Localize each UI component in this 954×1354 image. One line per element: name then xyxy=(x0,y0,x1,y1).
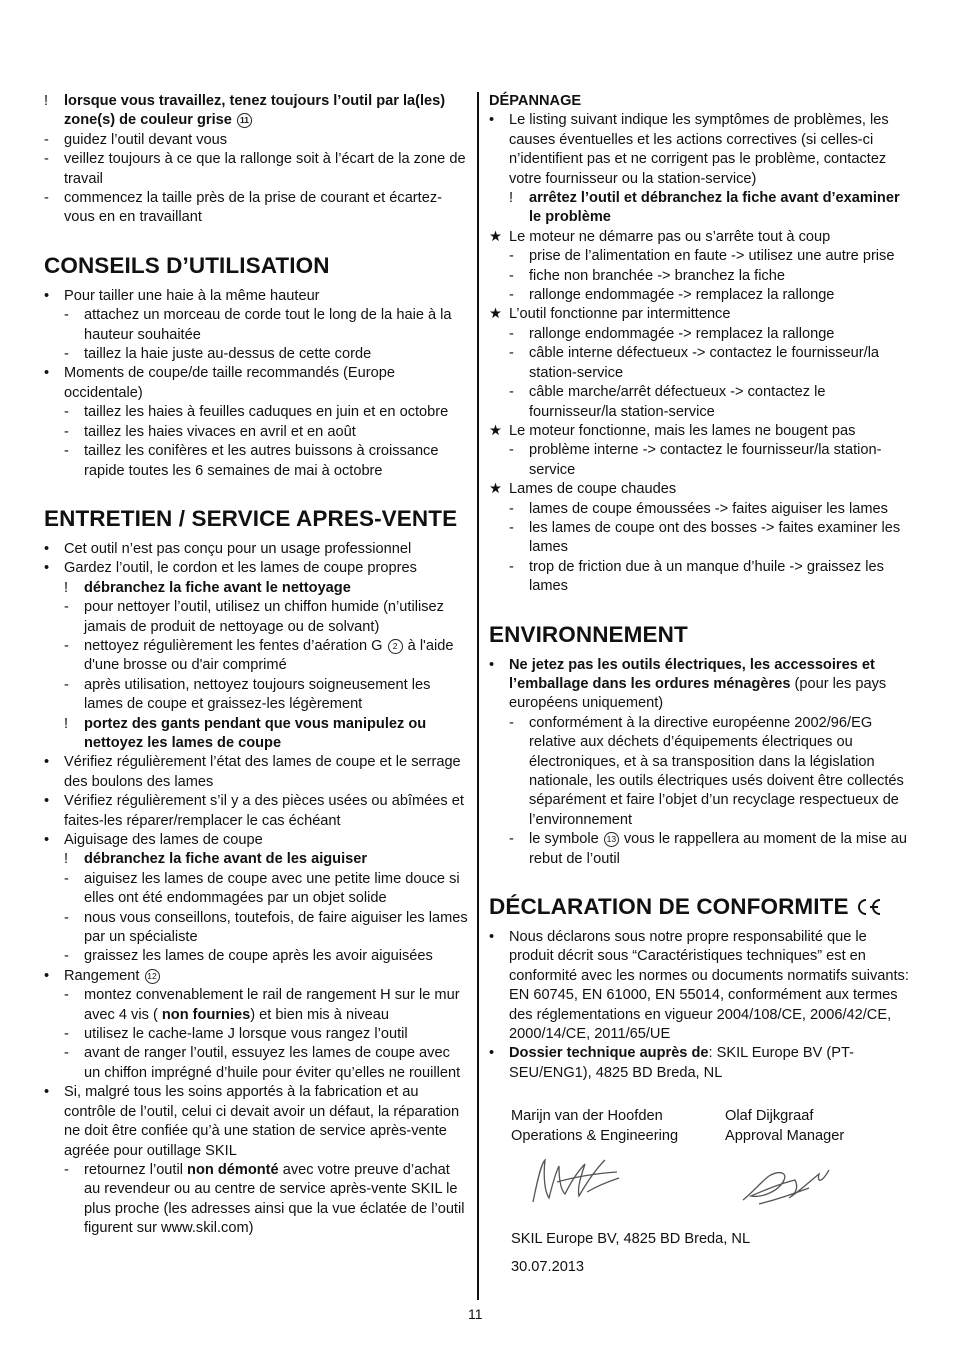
section-heading-entretien: ENTRETIEN / SERVICE APRES-VENTE xyxy=(44,505,458,531)
page-number: 11 xyxy=(468,1306,483,1322)
bullet-marker: - xyxy=(509,287,514,304)
list-item xyxy=(489,480,911,499)
bullet-marker: - xyxy=(64,443,69,460)
bullet-marker: - xyxy=(64,404,69,421)
bullet-marker: • xyxy=(44,540,50,557)
item-text: Vérifiez régulièrement l’état des lames de coupe et le serrage des boulons des lames xyxy=(64,754,461,790)
bullet-marker: - xyxy=(509,831,514,848)
item-text: guidez l’outil devant vous xyxy=(64,131,228,148)
depannage-list xyxy=(489,111,911,596)
list-item xyxy=(489,422,911,441)
section-heading-environnement: ENVIRONNEMENT xyxy=(489,621,688,647)
list-item xyxy=(44,1161,468,1239)
item-text: lorsque vous travaillez, tenez toujours l’outil par la(les) zone(s) de couleur grise 11 xyxy=(64,93,446,129)
bullet-marker: - xyxy=(64,599,69,616)
list-item xyxy=(44,715,468,754)
signatories xyxy=(511,1107,911,1146)
list-item xyxy=(489,714,911,830)
bullet-marker: ★ xyxy=(489,481,503,498)
list-item xyxy=(489,189,911,228)
signature-2-image xyxy=(739,1160,835,1210)
figure-ref-icon: 11 xyxy=(237,113,252,128)
declaration-list xyxy=(489,928,911,1083)
bullet-marker: - xyxy=(44,190,49,207)
section-heading-conseils: CONSEILS D’UTILISATION xyxy=(44,252,330,278)
item-text: après utilisation, nettoyez toujours soigneusement les lames de coupe et graissez-les légèrement xyxy=(84,676,431,713)
right-column xyxy=(489,92,911,1285)
list-item xyxy=(44,559,468,578)
item-text: arrêtez l’outil et débranchez la fiche avant d’examiner le problème xyxy=(529,190,900,226)
bullet-marker: - xyxy=(64,1026,69,1043)
item-text: pour nettoyer l’outil, utilisez un chiffon humide (n’utilisez jamais de produit de nettoyage ou de solvant) xyxy=(84,599,444,635)
item-text: taillez les haies vivaces en avril et en août xyxy=(84,423,356,440)
list-item xyxy=(44,753,468,792)
entretien-list xyxy=(44,540,468,1239)
company-address: SKIL Europe BV, 4825 BD Breda, NL xyxy=(511,1231,751,1248)
list-item xyxy=(44,540,468,559)
item-text: veillez toujours à ce que la rallonge soit à l’écart de la zone de travail xyxy=(64,151,466,187)
list-item xyxy=(489,1044,911,1083)
list-item xyxy=(489,500,911,519)
section-heading-depannage: DÉPANNAGE xyxy=(489,93,582,109)
item-text: Pour tailler une haie à la même hauteur xyxy=(64,287,320,304)
bullet-marker: • xyxy=(489,112,495,129)
item-text: débranchez la fiche avant le nettoyage xyxy=(84,579,351,596)
bullet-marker: - xyxy=(64,1045,69,1062)
section-heading-declaration xyxy=(489,894,911,920)
list-item xyxy=(44,1083,468,1161)
item-text: Le moteur ne démarre pas ou s’arrête tout à coup xyxy=(509,228,831,245)
bullet-marker: • xyxy=(44,793,50,810)
list-item xyxy=(44,598,468,637)
bullet-marker: • xyxy=(44,832,50,848)
bullet-marker: ★ xyxy=(489,422,503,439)
item-text: Aiguisage des lames de coupe xyxy=(64,832,263,848)
item-text: Le moteur fonctionne, mais les lames ne bougent pas xyxy=(509,422,856,439)
list-item xyxy=(44,792,468,831)
item-text: Rangement 12 xyxy=(64,968,161,984)
item-text: portez des gants pendant que vous manipulez ou nettoyez les lames de coupe xyxy=(84,715,427,751)
bullet-marker: - xyxy=(64,870,69,887)
list-item xyxy=(44,306,468,345)
item-text: taillez les conifères et les autres buissons à croissance rapide toutes les 6 semaines de mai à octobre xyxy=(84,443,439,479)
item-text: attachez un morceau de corde tout le long de la haie à la hauteur souhaitée xyxy=(84,307,452,343)
bullet-marker: ! xyxy=(64,579,69,596)
list-item xyxy=(44,423,468,442)
item-text: avant de ranger l’outil, essuyez les lames de coupe avec un chiffon imprégné d’huile pour éviter qu’elles ne rouillent xyxy=(84,1045,461,1081)
list-item xyxy=(489,656,911,714)
item-text: débranchez la fiche avant de les aiguiser xyxy=(84,851,368,868)
list-item xyxy=(44,831,468,850)
bullet-marker: ! xyxy=(44,93,49,109)
item-text: Cet outil n’est pas conçu pour un usage professionnel xyxy=(64,540,412,557)
list-item xyxy=(44,287,468,306)
list-item xyxy=(489,325,911,344)
bullet-marker: - xyxy=(64,676,69,693)
signatory-name: Marijn van der Hoofden xyxy=(511,1108,663,1125)
bullet-marker: • xyxy=(489,656,495,673)
item-bold-text: Dossier technique auprès de xyxy=(509,1045,709,1062)
signatory-1 xyxy=(511,1107,725,1146)
bullet-marker: ★ xyxy=(489,306,503,323)
item-text: commencez la taille près de la prise de courant et écartez-vous en en travaillant xyxy=(64,190,442,226)
environnement-list xyxy=(489,656,911,869)
item-text: nettoyez régulièrement les fentes d’aération G 2 à l'aide d'une brosse ou d'air comprimé xyxy=(84,637,454,674)
bullet-marker: - xyxy=(64,909,69,926)
list-item xyxy=(44,947,468,966)
list-item xyxy=(489,928,911,1044)
list-item xyxy=(44,1044,468,1083)
column-divider xyxy=(477,92,479,1300)
item-text: Le listing suivant indique les symptômes de problèmes, les causes éventuelles et les actions correctives (si celles-ci n’identifient pas et ne corrigent pas le problème, contactez votre fournisseur ou la station-service) xyxy=(509,112,889,187)
list-item xyxy=(44,986,468,1025)
list-item xyxy=(489,519,911,558)
item-text: Lames de coupe chaudes xyxy=(509,481,677,498)
list-item xyxy=(489,267,911,286)
list-item xyxy=(44,909,468,948)
signatory-2 xyxy=(725,1107,844,1146)
bullet-marker: - xyxy=(509,442,514,459)
item-text: L’outil fonctionne par intermittence xyxy=(509,306,731,323)
list-item xyxy=(489,558,911,597)
bullet-marker: - xyxy=(64,948,69,965)
bullet-marker: ★ xyxy=(489,228,503,245)
bullet-marker: - xyxy=(64,1161,69,1178)
list-item xyxy=(44,92,468,131)
item-text: conformément à la directive européenne 2002/96/EG relative aux déchets d’équipements électriques ou électroniques, et à sa transposition dans la législation nationale, les outils électriques usés doivent être collectés séparément et faire l’objet d’un recyclage respectueux de l’environnement xyxy=(529,714,904,828)
list-item xyxy=(44,967,468,986)
bullet-marker: ! xyxy=(509,190,514,207)
bullet-marker: • xyxy=(44,287,50,304)
conseils-list xyxy=(44,287,468,481)
list-item xyxy=(489,383,911,422)
bullet-marker: - xyxy=(64,987,69,1004)
list-item xyxy=(44,850,468,869)
signatures xyxy=(511,1146,911,1222)
item-text: Nous déclarons sous notre propre responsabilité que le produit décrit sous “Caractéristiques techniques” est en conformité avec les normes ou documents normatifs suivants: EN 60745, EN 61000, EN 55014, conformément aux termes des réglementations en vigueur 2004/108/CE, 2006/42/CE, 2000/14/CE, 2011/65/UE xyxy=(509,929,909,1043)
list-item xyxy=(44,637,468,676)
item-text: trop de friction due à un manque d’huile -> graissez les lames xyxy=(529,558,884,595)
bullet-marker: - xyxy=(509,500,514,517)
bullet-marker: - xyxy=(509,267,514,284)
item-bold-text: Ne jetez pas les outils électriques, les accessoires et l’emballage dans les ordures ménagères xyxy=(509,656,875,692)
declaration-footer xyxy=(511,1230,911,1277)
item-text: problème interne -> contactez le fournisseur/la station-service xyxy=(529,442,882,478)
item-text: Moments de coupe/de taille recommandés (Europe occidentale) xyxy=(64,365,395,401)
bullet-marker: - xyxy=(64,307,69,324)
bullet-marker: - xyxy=(509,714,514,731)
item-text: Vérifiez régulièrement s’il y a des pièces usées ou abîmées et faites-les réparer/remplacer le cas échéant xyxy=(64,793,464,829)
intro-list xyxy=(44,92,468,228)
list-item xyxy=(44,579,468,598)
signatory-title: Operations & Engineering xyxy=(511,1127,679,1144)
item-text: retournez l’outil non démonté avec votre preuve d’achat au revendeur ou au centre de service après-vente SKIL le plus proche (les adresses ainsi que la vue éclatée de l’outil figurent sur www.skil.com) xyxy=(84,1161,465,1237)
bullet-marker: - xyxy=(44,151,49,168)
bullet-marker: - xyxy=(509,519,514,536)
list-item xyxy=(489,228,911,247)
item-text: prise de l’alimentation en faute -> utilisez une autre prise xyxy=(529,248,895,265)
item-text: fiche non branchée -> branchez la fiche xyxy=(529,267,785,284)
bullet-marker: ! xyxy=(64,715,69,732)
item-text: Si, malgré tous les soins apportés à la fabrication et au contrôle de l’outil, celui ci devait avoir un défaut, la réparation ne doit être confiée qu’à une station de service après-vente agréée pour outillage SKIL xyxy=(64,1084,460,1159)
signatory-title: Approval Manager xyxy=(725,1127,845,1144)
bullet-marker: • xyxy=(44,365,50,382)
bullet-marker: • xyxy=(489,1045,495,1062)
list-item xyxy=(489,111,911,189)
bullet-marker: - xyxy=(509,384,514,401)
item-text: Ne jetez pas les outils électriques, les accessoires et l’emballage dans les ordures ménagères (pour les pays européens uniquement) xyxy=(509,656,887,712)
list-item xyxy=(489,305,911,324)
item-bold-text: non démonté xyxy=(187,1161,279,1178)
item-text: Dossier technique auprès de: SKIL Europe BV (PT-SEU/ENG1), 4825 BD Breda, NL xyxy=(509,1045,854,1081)
bullet-marker: - xyxy=(509,558,514,575)
left-column xyxy=(44,92,468,1239)
bullet-marker: - xyxy=(64,346,69,363)
signatory-name: Olaf Dijkgraaf xyxy=(725,1108,814,1125)
bullet-marker: • xyxy=(44,560,50,577)
bullet-marker: • xyxy=(44,754,50,771)
list-item xyxy=(44,131,468,150)
bullet-marker: - xyxy=(44,131,49,148)
list-item xyxy=(489,441,911,480)
item-text: rallonge endommagée -> remplacez la rallonge xyxy=(529,287,835,304)
list-item xyxy=(489,286,911,305)
item-text: Gardez l’outil, le cordon et les lames de coupe propres xyxy=(64,560,417,577)
item-bold-text: non fournies xyxy=(161,1006,251,1023)
bullet-marker: • xyxy=(44,1084,50,1101)
list-item xyxy=(489,344,911,383)
item-text: montez convenablement le rail de rangement H sur le mur avec 4 vis ( non fournies) et bien mis à niveau xyxy=(84,987,460,1023)
item-text: câble interne défectueux -> contactez le fournisseur/la station-service xyxy=(529,345,880,381)
signature-1-image xyxy=(527,1152,627,1212)
item-text: câble marche/arrêt défectueux -> contactez le fournisseur/la station-service xyxy=(529,384,826,420)
list-item xyxy=(44,364,468,403)
list-item xyxy=(44,1025,468,1044)
list-item xyxy=(44,442,468,481)
item-text: graissez les lames de coupe après les avoir aiguisées xyxy=(84,948,433,965)
list-item xyxy=(44,189,468,228)
list-item xyxy=(44,676,468,715)
figure-ref-icon: 13 xyxy=(604,832,619,847)
bullet-marker: • xyxy=(489,929,495,946)
bullet-marker: - xyxy=(509,248,514,265)
list-item xyxy=(44,870,468,909)
list-item xyxy=(44,345,468,364)
list-item xyxy=(489,830,911,869)
item-text: nous vous conseillons, toutefois, de faire aiguiser les lames par un spécialiste xyxy=(84,909,468,946)
declaration-date: 30.07.2013 xyxy=(511,1258,585,1275)
bullet-marker: - xyxy=(64,423,69,440)
list-item xyxy=(44,150,468,189)
item-text: les lames de coupe ont des bosses -> faites examiner les lames xyxy=(529,519,901,556)
bullet-marker: - xyxy=(509,325,514,342)
item-text: utilisez le cache-lame J lorsque vous rangez l’outil xyxy=(84,1026,408,1043)
item-text: taillez les haies à feuilles caduques en juin et en octobre xyxy=(84,404,449,421)
figure-ref-icon: 12 xyxy=(145,969,160,984)
item-text: taillez la haie juste au-dessus de cette corde xyxy=(84,346,372,363)
declaration-title: DÉCLARATION DE CONFORMITE xyxy=(489,894,849,920)
ce-mark-icon xyxy=(853,897,883,917)
bullet-marker: ! xyxy=(64,851,69,868)
bullet-marker: - xyxy=(64,637,69,654)
list-item xyxy=(489,247,911,266)
bullet-marker: - xyxy=(509,345,514,362)
list-item xyxy=(44,403,468,422)
figure-ref-icon: 2 xyxy=(388,639,403,654)
item-text: rallonge endommagée -> remplacez la rallonge xyxy=(529,325,835,342)
bullet-marker: • xyxy=(44,967,50,984)
item-text: aiguisez les lames de coupe avec une petite lime douce si elles ont été endommagées par un objet solide xyxy=(84,870,460,907)
item-text: lames de coupe émoussées -> faites aiguiser les lames xyxy=(529,500,888,517)
item-text: le symbole 13 vous le rappellera au moment de la mise au rebut de l’outil xyxy=(529,831,907,867)
